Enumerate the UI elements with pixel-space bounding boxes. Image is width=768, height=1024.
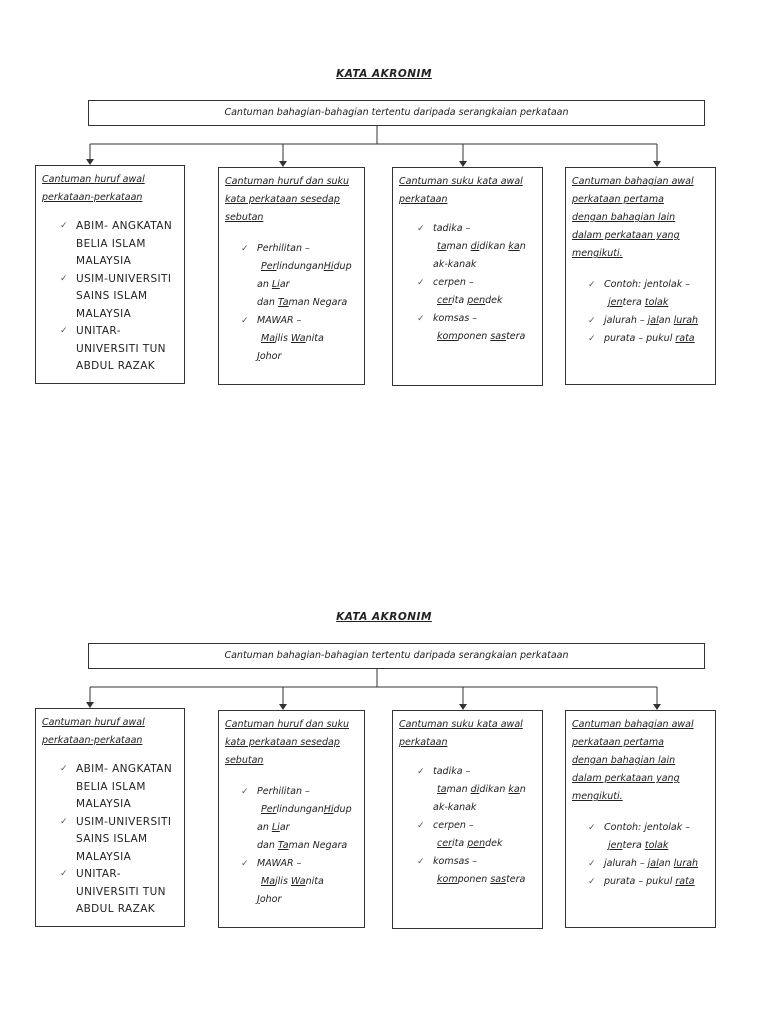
box-huruf-awal: [35, 165, 185, 384]
list-item: ✓ ABIM- ANGKATAN BELIA ISLAM MALAYSIA: [60, 218, 176, 271]
list-item: ✓ USIM-UNIVERSITI SAINS ISLAM MALAYSIA: [60, 814, 176, 867]
box-huruf-awal: [35, 708, 185, 927]
box-header: Cantuman huruf dan suku kata perkataan sesedap sebutan: [225, 176, 350, 223]
list-item: ✓ cerpen – cerita pendek: [417, 274, 539, 310]
example-list: [60, 761, 176, 919]
list-item: ✓ komsas – komponen sastera: [417, 853, 539, 889]
example-list: [241, 783, 361, 909]
list-item: ✓ Perhilitan – PerlindunganHidup an Liar dan Taman Negara: [241, 240, 361, 312]
box-huruf-suku-kata: [218, 710, 365, 928]
diagram-title: KATA AKRONIM: [336, 611, 432, 623]
box-bahagian-awal: [565, 167, 716, 385]
box-header: Cantuman bahagian awal perkataan pertama dengan bahagian lain dalam perkataan yang mengikuti.: [572, 719, 694, 802]
list-item: ✓ USIM-UNIVERSITI SAINS ISLAM MALAYSIA: [60, 271, 176, 324]
diagram-section-2: [0, 543, 768, 963]
example-list: [417, 220, 539, 346]
list-item: ✓ Contoh: jentolak – jentera tolak: [588, 819, 713, 855]
diagram-section-1: [0, 0, 768, 420]
definition-box: Cantuman bahagian-bahagian tertentu daripada serangkaian perkataan: [88, 100, 705, 126]
box-header: Cantuman huruf awal perkataan-perkataan: [42, 174, 145, 203]
list-item: ✓ jalurah – jalan lurah: [588, 855, 713, 873]
list-item: ✓ UNITAR- UNIVERSITI TUN ABDUL RAZAK: [60, 323, 176, 376]
list-item: ✓ UNITAR- UNIVERSITI TUN ABDUL RAZAK: [60, 866, 176, 919]
example-list: [417, 763, 539, 889]
box-header: Cantuman bahagian awal perkataan pertama dengan bahagian lain dalam perkataan yang mengikuti.: [572, 176, 694, 259]
list-item: ✓ MAWAR – Majlis Wanita Johor: [241, 855, 361, 909]
list-item: ✓ cerpen – cerita pendek: [417, 817, 539, 853]
box-header: Cantuman suku kata awal perkataan: [399, 176, 523, 205]
connector-lines: [0, 543, 768, 713]
box-header: Cantuman huruf awal perkataan-perkataan: [42, 717, 145, 746]
list-item: ✓ Contoh: jentolak – jentera tolak: [588, 276, 713, 312]
list-item: ✓ jalurah – jalan lurah: [588, 312, 713, 330]
list-item: ✓ tadika – taman didikan kan ak-kanak: [417, 763, 539, 817]
example-list: [588, 819, 713, 891]
box-suku-kata-awal: [392, 167, 543, 386]
list-item: ✓ ABIM- ANGKATAN BELIA ISLAM MALAYSIA: [60, 761, 176, 814]
list-item: ✓ tadika – taman didikan kan ak-kanak: [417, 220, 539, 274]
example-list: [588, 276, 713, 348]
example-list: [60, 218, 176, 376]
connector-lines: [0, 0, 768, 170]
example-list: [241, 240, 361, 366]
definition-box: Cantuman bahagian-bahagian tertentu daripada serangkaian perkataan: [88, 643, 705, 669]
list-item: ✓ Perhilitan – PerlindunganHidup an Liar dan Taman Negara: [241, 783, 361, 855]
box-suku-kata-awal: [392, 710, 543, 929]
list-item: ✓ komsas – komponen sastera: [417, 310, 539, 346]
list-item: ✓ MAWAR – Majlis Wanita Johor: [241, 312, 361, 366]
box-huruf-suku-kata: [218, 167, 365, 385]
box-header: Cantuman suku kata awal perkataan: [399, 719, 523, 748]
diagram-title: KATA AKRONIM: [336, 68, 432, 80]
list-item: ✓ purata – pukul rata: [588, 873, 713, 891]
list-item: ✓ purata – pukul rata: [588, 330, 713, 348]
box-bahagian-awal: [565, 710, 716, 928]
box-header: Cantuman huruf dan suku kata perkataan sesedap sebutan: [225, 719, 350, 766]
